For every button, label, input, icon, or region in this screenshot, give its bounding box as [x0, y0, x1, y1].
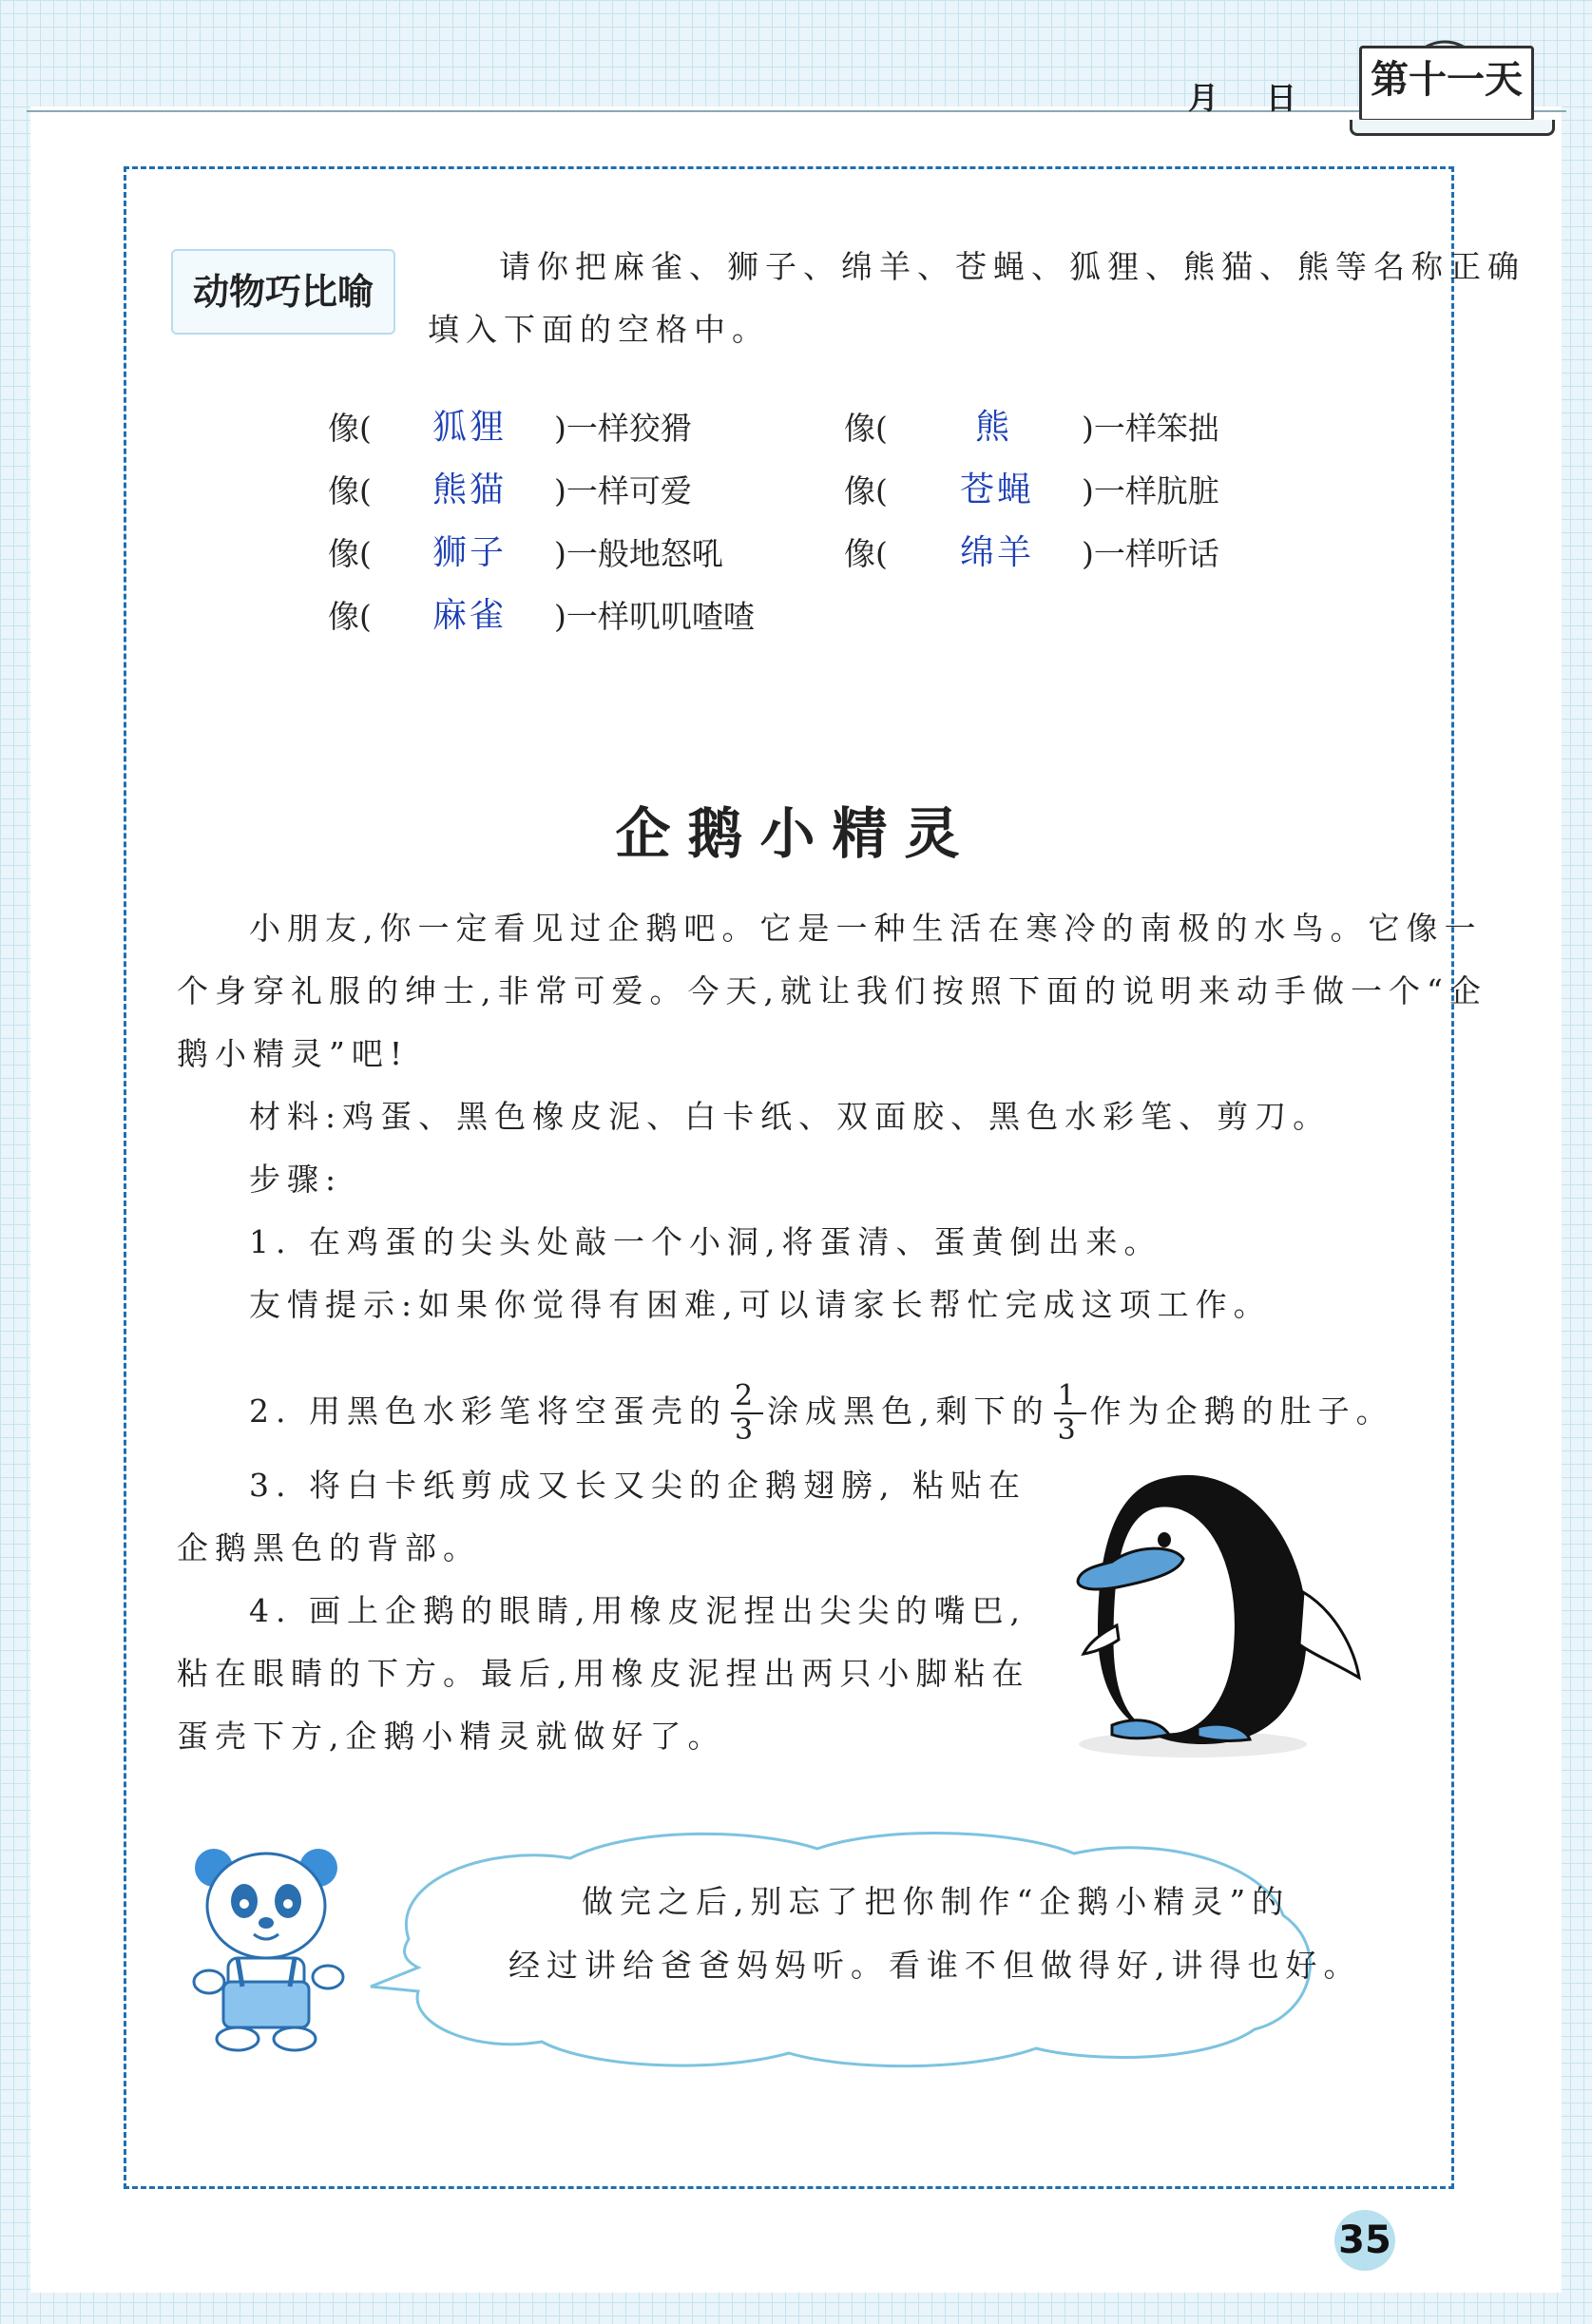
- month-label: 月: [1188, 80, 1219, 116]
- fraction-numerator: 1: [1054, 1380, 1086, 1414]
- instruction-line-2: 填入下面的空格中。: [428, 311, 770, 348]
- row-suffix: )一样笨拙: [1082, 410, 1219, 447]
- simile-row-1: [328, 404, 692, 449]
- instruction-line-1: 请你把麻雀、狮子、绵羊、苍蝇、狐狸、熊猫、熊等名称正确: [499, 248, 1525, 285]
- fraction-denominator: 3: [734, 1413, 760, 1447]
- step-2-part-a: 2. 用黑色水彩笔将空蛋壳的: [249, 1392, 727, 1430]
- bubble-line-2: 经过讲给爸爸妈妈听。看谁不但做得好,讲得也好。: [508, 1947, 1362, 1984]
- intro-line-2: 个身穿礼服的绅士,非常可爱。今天,就让我们按照下面的说明来动手做一个“企: [177, 972, 1487, 1009]
- fraction-two-thirds: [731, 1380, 763, 1447]
- fraction-numerator: 2: [731, 1380, 763, 1414]
- page-number: 35: [1334, 2210, 1395, 2271]
- badge-label: 第十一天: [1371, 58, 1523, 102]
- badge-base: [1350, 120, 1555, 136]
- step-2-part-c: 作为企鹅的肚子。: [1089, 1392, 1394, 1430]
- answer-sheep: 绵羊: [960, 533, 1035, 572]
- answer-lion: 狮子: [432, 533, 508, 572]
- answer-fox: 狐狸: [432, 408, 508, 447]
- day-badge: [1350, 29, 1557, 141]
- day-label: 日: [1266, 80, 1297, 116]
- step-3-line-1: 3. 将白卡纸剪成又长又尖的企鹅翅膀, 粘贴在: [249, 1467, 1026, 1504]
- simile-row-4: [844, 467, 1219, 511]
- row-prefix: 像(: [844, 410, 888, 447]
- simile-row-7: [328, 592, 755, 637]
- step-4-line-2: 粘在眼睛的下方。最后,用橡皮泥捏出两只小脚粘在: [177, 1655, 1030, 1692]
- steps-label: 步骤:: [249, 1161, 343, 1198]
- panda-illustration: [185, 1839, 356, 2053]
- row-prefix: 像(: [328, 535, 372, 572]
- step-4-line-3: 蛋壳下方,企鹅小精灵就做好了。: [177, 1718, 726, 1755]
- section-title: 企鹅小精灵: [615, 801, 977, 866]
- row-prefix: 像(: [844, 472, 888, 509]
- answer-panda: 熊猫: [432, 471, 508, 509]
- intro-line-1: 小朋友,你一定看见过企鹅吧。它是一种生活在寒冷的南极的水鸟。它像一: [249, 910, 1483, 947]
- row-prefix: 像(: [844, 535, 888, 572]
- fraction-denominator: 3: [1057, 1413, 1083, 1447]
- penguin-illustration: [1022, 1450, 1364, 1777]
- row-prefix: 像(: [328, 598, 372, 635]
- row-suffix: )一样叽叽喳喳: [554, 598, 755, 635]
- simile-row-2: [844, 404, 1219, 449]
- answer-fly: 苍蝇: [960, 471, 1035, 509]
- row-prefix: 像(: [328, 410, 372, 447]
- row-suffix: )一样狡猾: [554, 410, 692, 447]
- row-prefix: 像(: [328, 472, 372, 509]
- row-suffix: )一般地怒吼: [554, 535, 723, 572]
- step-2: [249, 1369, 1394, 1454]
- fraction-one-third: [1054, 1380, 1086, 1447]
- intro-line-3: 鹅小精灵”吧!: [177, 1035, 410, 1072]
- bubble-line-1: 做完之后,别忘了把你制作“企鹅小精灵”的: [582, 1883, 1291, 1920]
- header-rule: [27, 110, 1566, 112]
- section-tag: 动物巧比喻: [171, 249, 395, 335]
- step-1: 1. 在鸡蛋的尖头处敲一个小洞,将蛋清、蛋黄倒出来。: [249, 1223, 1162, 1260]
- simile-row-6: [844, 529, 1219, 574]
- step-2-part-b: 涂成黑色,剩下的: [767, 1392, 1050, 1430]
- simile-row-5: [328, 529, 723, 574]
- row-suffix: )一样听话: [1082, 535, 1219, 572]
- row-suffix: )一样肮脏: [1082, 472, 1219, 509]
- tip-line: 友情提示:如果你觉得有困难,可以请家长帮忙完成这项工作。: [249, 1286, 1272, 1323]
- row-suffix: )一样可爱: [554, 472, 692, 509]
- step-3-line-2: 企鹅黑色的背部。: [177, 1529, 481, 1566]
- step-4-line-1: 4. 画上企鹅的眼睛,用橡皮泥捏出尖尖的嘴巴,: [249, 1592, 1026, 1629]
- answer-sparrow: 麻雀: [432, 596, 508, 635]
- answer-bear: 熊: [975, 408, 1013, 447]
- materials-line: 材料:鸡蛋、黑色橡皮泥、白卡纸、双面胶、黑色水彩笔、剪刀。: [249, 1098, 1332, 1135]
- simile-row-3: [328, 467, 692, 511]
